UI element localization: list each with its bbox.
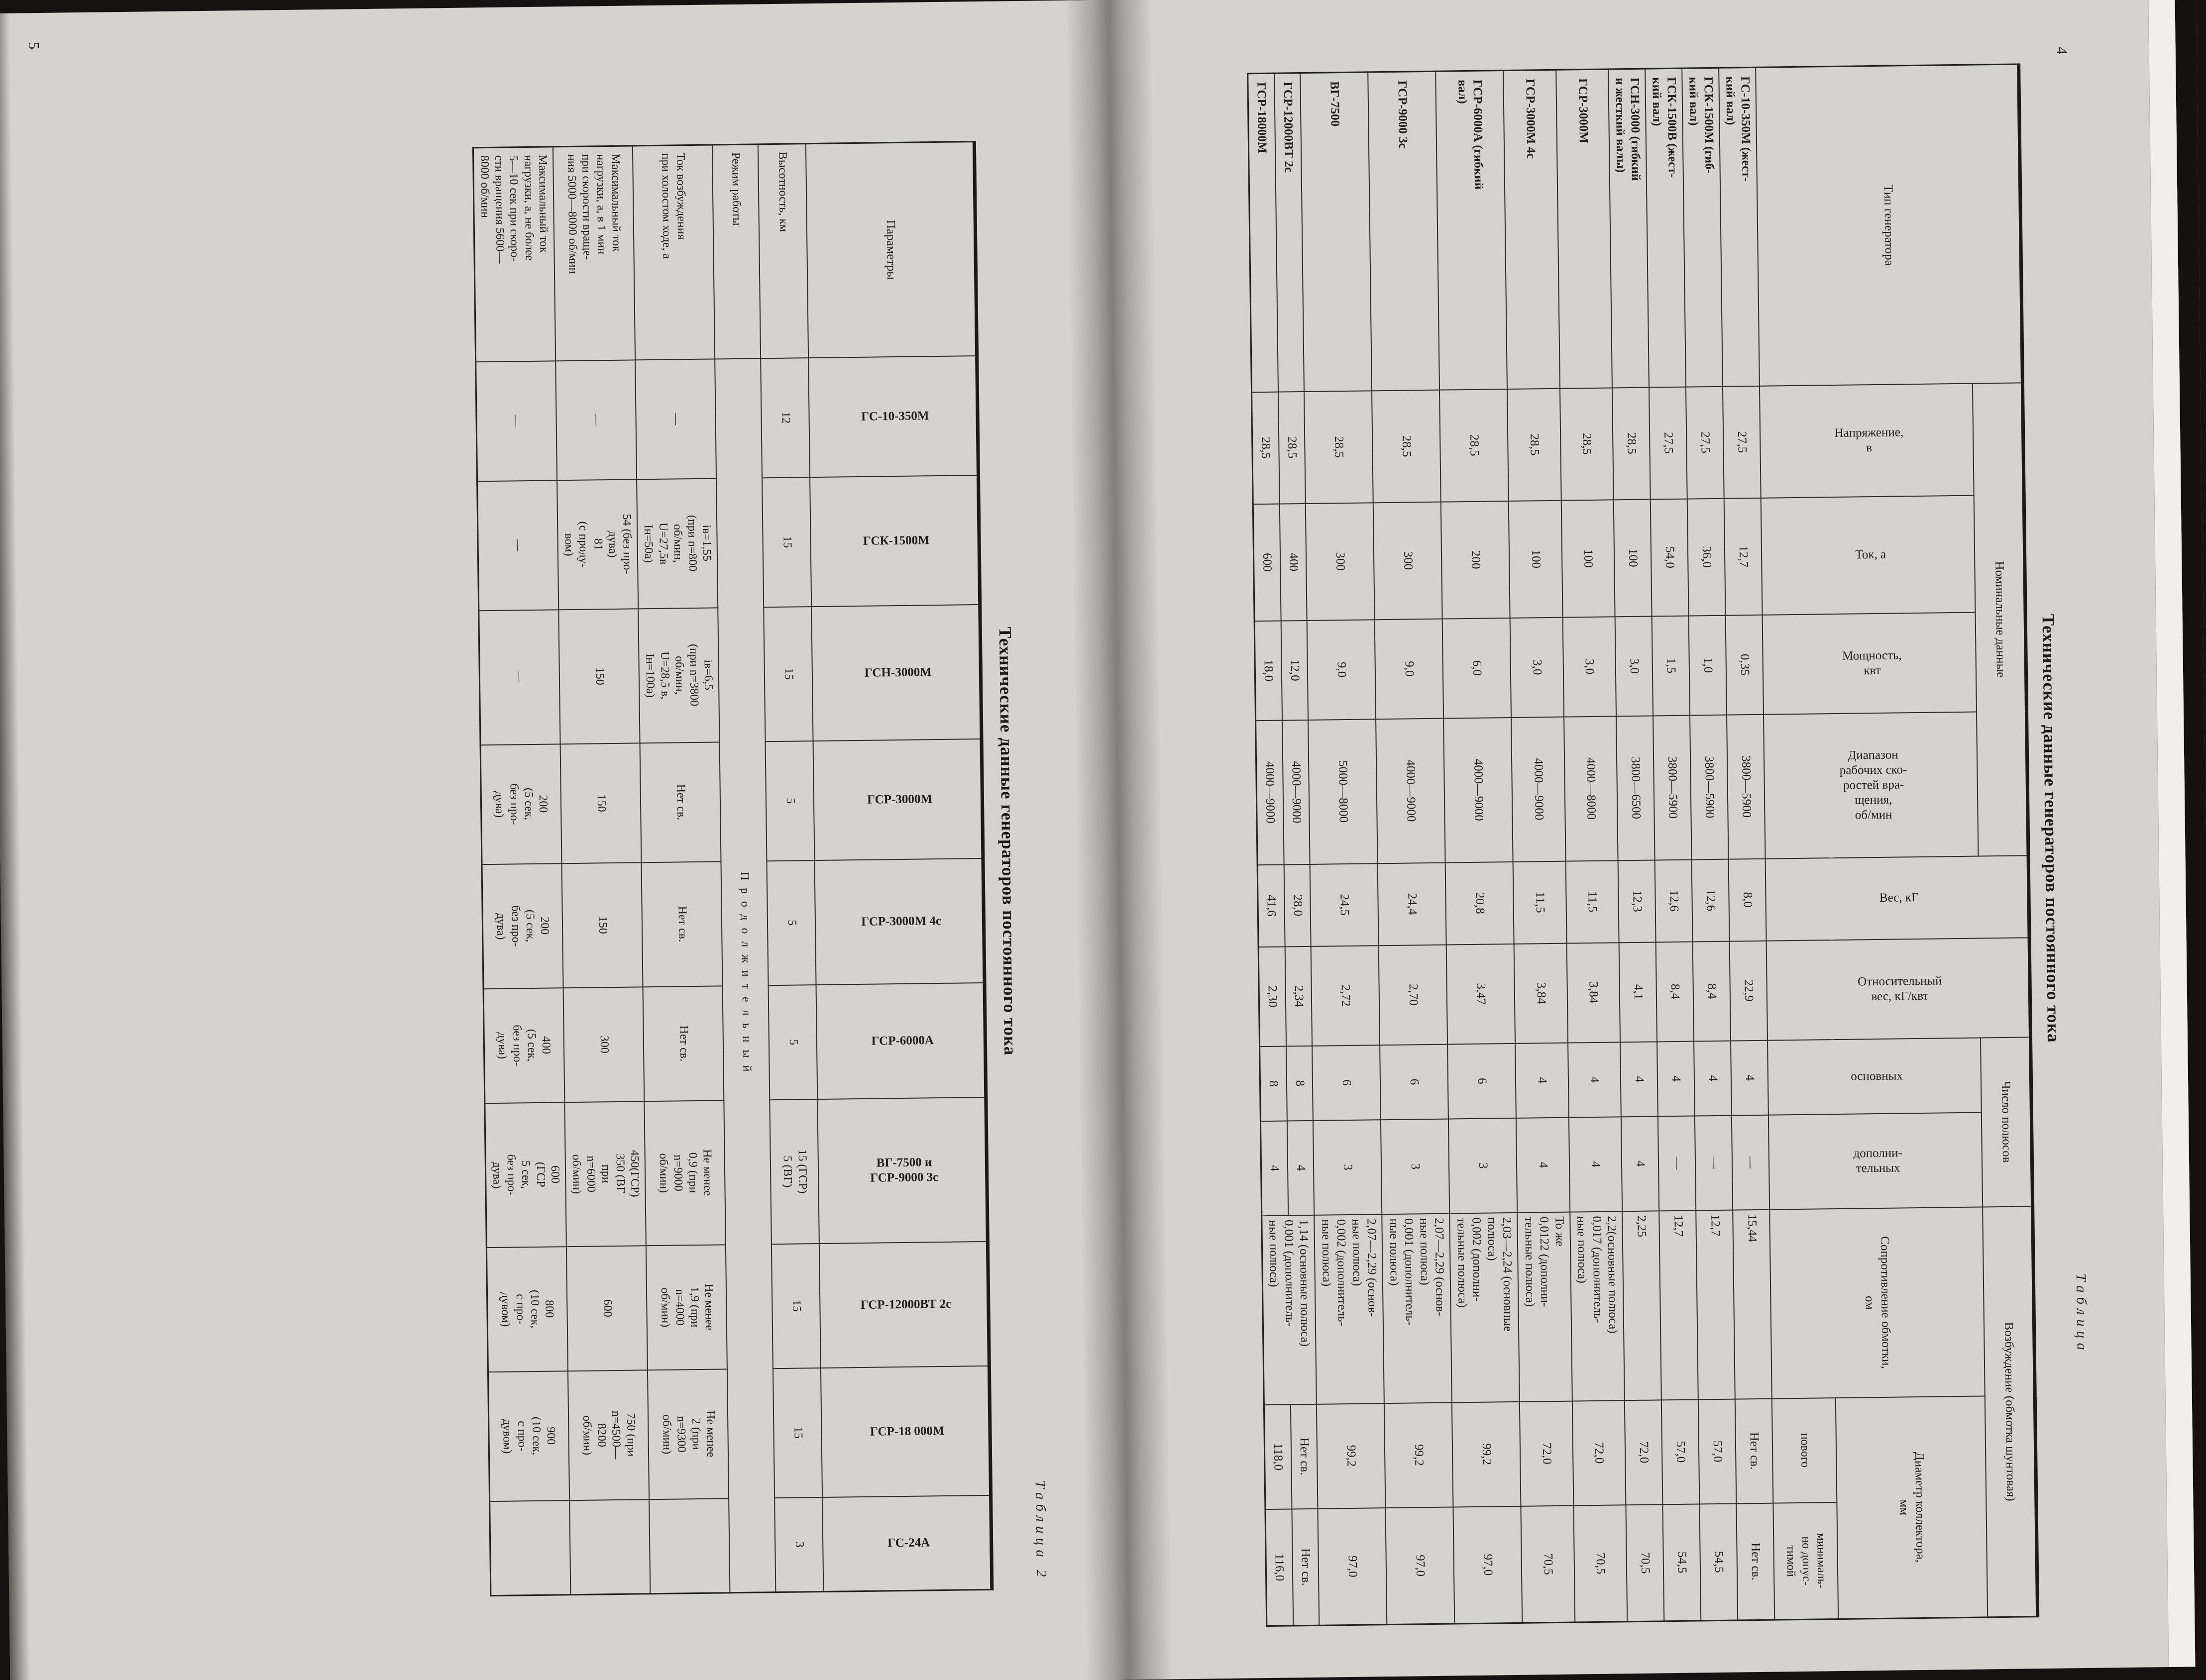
table-cell: 27,5 [1723, 386, 1761, 498]
table-cell: 100 [1509, 500, 1562, 618]
table-cell: 8 [1286, 1046, 1314, 1121]
table-cell: 72,0 [1520, 1401, 1573, 1506]
table-cell: — [478, 610, 560, 745]
table-cell: 8,4 [1656, 942, 1694, 1042]
resistance-cell: 1,14 (основные полюса) 0,001 (дополнитель- ные полюса) [1262, 1215, 1317, 1404]
table-cell: 200 (5 сек, без про- дува) [480, 744, 562, 864]
table-cell: 3 [1381, 1119, 1449, 1214]
table-cell: 72,0 [1625, 1400, 1663, 1505]
table-cell: 6 [1380, 1044, 1449, 1120]
table-cell: 4000—8000 [1564, 716, 1618, 861]
table-cell: 1,0 [1689, 615, 1727, 715]
resistance-cell: То же 0,0122 (дополни- тельные полюса) [1518, 1212, 1572, 1401]
column-header: ГС-10-350М [809, 356, 979, 477]
table-cell: 300 [1373, 502, 1442, 620]
table-cell: 28,5 [1507, 388, 1561, 501]
generator-name: ГСР-18000М [1248, 73, 1278, 392]
table-cell: 41,6 [1257, 864, 1285, 947]
column-header: нового [1772, 1398, 1837, 1503]
table-cell: 118,0 [1264, 1404, 1292, 1509]
table-cell: 3,84 [1514, 943, 1568, 1043]
table-cell: 600 [566, 1246, 648, 1371]
generator-name: ГСН-3000 (гибкий и жесткий валы) [1609, 69, 1650, 388]
table-cell: — [477, 480, 558, 611]
table-cell: 57,0 [1698, 1399, 1737, 1504]
table-cell: 9,0 [1375, 619, 1443, 719]
table-cell: 3800—5900 [1654, 715, 1692, 860]
table-cell: 4 [1621, 1116, 1659, 1211]
table-cell: 4 [1287, 1120, 1315, 1215]
page-4 [1150, 0, 2168, 1679]
generator-name: ГС-10-350М (жест- кий вал) [1719, 67, 1760, 386]
table-cell: 12 [761, 358, 810, 478]
generator-name: ГСК-1500В (жест- кий вал) [1646, 68, 1686, 387]
table-cell: 28,5 [1439, 389, 1509, 502]
table-cell: 2,70 [1379, 945, 1447, 1045]
resistance-cell: 2,2(основные полюса) 0,017 (дополнитель- ные полюса) [1570, 1211, 1625, 1401]
generator-name: ВГ-7500 [1301, 72, 1372, 392]
table-cell: 24,5 [1310, 863, 1379, 946]
table-cell: Нет св. [643, 986, 724, 1101]
table-cell: 600 [1253, 504, 1281, 621]
table-cell: 99,2 [1384, 1402, 1453, 1508]
table-cell: 12,3 [1618, 860, 1656, 943]
table-cell: 4,1 [1619, 942, 1657, 1042]
table-cell: 750 (при n=4500— 8200 об/мин) [568, 1370, 649, 1500]
table-cell: 150 [561, 862, 643, 988]
generator-name: ГСР-9000 3с [1368, 71, 1440, 391]
table-cell: Не менее 1,9 (при n=4000 об/мин) [646, 1245, 727, 1370]
column-header: ГС-24А [823, 1495, 992, 1591]
table-cell: 3 [1313, 1120, 1382, 1215]
table-cell: 11,5 [1566, 860, 1620, 943]
table-cell: 4000—9000 [1376, 718, 1446, 863]
table-cell: 4 [1516, 1043, 1569, 1118]
table-cell: 5 [767, 860, 816, 985]
column-header: основных [1768, 1038, 1982, 1115]
table-cell: 5000—8000 [1309, 719, 1378, 864]
column-header: Относительный вес, кГ/квт [1766, 938, 2030, 1040]
table-cell: 15 [764, 607, 813, 741]
table-cell: 4000—9000 [1444, 717, 1514, 862]
generator-name: ГСР-12000ВТ 2с [1274, 73, 1305, 392]
table-cell: 8,0 [1729, 858, 1766, 941]
table-cell: Нет св. [642, 861, 723, 987]
table-cell: 28,5 [1612, 387, 1651, 500]
column-header: ГСР-18 000М [821, 1365, 991, 1497]
table-cell: 4 [1569, 1117, 1623, 1212]
column-header: Тип генератора [1756, 64, 2023, 386]
table-cell: 400 (5 сек, без про- дува) [483, 988, 565, 1103]
table-cell: 4 [1621, 1042, 1658, 1117]
table-cell: 8 [1260, 1046, 1287, 1121]
table-cell: — [635, 359, 716, 479]
resistance-cell: 2,25 [1623, 1211, 1662, 1400]
table-cell: 116,0 [1265, 1509, 1293, 1626]
column-header: ГСК-1500М [810, 475, 980, 607]
resistance-cell: 12,7 [1696, 1210, 1736, 1399]
column-header: ГСН-3000М [812, 604, 982, 740]
table-cell: 97,0 [1453, 1506, 1523, 1624]
page-5 [10, 0, 1088, 1680]
column-header: Напряжение, в [1760, 383, 1974, 498]
table-cell: 100 [1561, 500, 1615, 617]
table-cell: 4000—9000 [1256, 720, 1284, 865]
table-cell: 6,0 [1442, 618, 1511, 718]
table-cell: 400 [1280, 503, 1308, 621]
column-header: Возбуждение (обмотка шунтовая) [1983, 1206, 2038, 1617]
column-header: ГСР-3000М [813, 738, 983, 860]
table-cell: 3,84 [1567, 943, 1621, 1043]
table-cell: 2,72 [1311, 945, 1380, 1046]
table-cell: 12,6 [1692, 859, 1730, 942]
table-cell: 1,5 [1652, 616, 1690, 716]
table-cell: 28,5 [1278, 391, 1306, 504]
resistance-cell: 2,03—2,24 (основные полюса) 0,002 (дополни- тельные полюса) [1450, 1212, 1520, 1402]
table-cell: 15 [772, 1244, 821, 1368]
generator-name: ГСР-6000А (гибкий вал) [1436, 71, 1508, 390]
page-number: 5 [25, 41, 42, 50]
table-cell: 3,0 [1615, 616, 1653, 716]
column-header: дополни- тельных [1768, 1112, 1983, 1209]
generator-name: ГСК-1500М (гиб- кий вал) [1682, 68, 1723, 387]
resistance-cell: 2,07—2,29 (основ- ные полюса) 0,002 (дополнитель- ные полюса) [1315, 1214, 1385, 1404]
column-header: Номинальные данные [1973, 383, 2028, 856]
parameter-label: Высотность, км [758, 144, 808, 358]
table-cell: 57,0 [1661, 1399, 1700, 1504]
table-cell: 54,0 [1651, 499, 1689, 616]
table-cell: 15 (ГСР) 5 (ВГ) [770, 1099, 820, 1244]
column-header: Мощность, квт [1763, 612, 1977, 714]
table-cell: Нет св. [640, 742, 721, 862]
table-cell: 4000—9000 [1282, 720, 1310, 864]
table-cell: 3800—6500 [1617, 716, 1655, 860]
table-cell: 70,5 [1521, 1505, 1575, 1623]
column-header: ВГ-7500 и ГСР-9000 3с [818, 1097, 988, 1243]
table-cell: 9,0 [1307, 620, 1376, 720]
table-cell: 27,5 [1649, 387, 1687, 499]
table-cell: 2,30 [1258, 946, 1286, 1047]
page-title: Технические данные генераторов постоянного тока [995, 627, 1020, 1056]
table-cell: — [1732, 1115, 1769, 1210]
table-cell: 54 (без про- дува) 81 (с проду- вом) [557, 479, 638, 610]
table-cell: — [1695, 1115, 1733, 1210]
table-cell: 28,0 [1284, 864, 1311, 946]
table-cell: 150 [560, 743, 641, 863]
table-cell: 4 [1657, 1041, 1695, 1116]
table-cell: 8,4 [1693, 941, 1731, 1041]
table-cell: iв=6,5 (при n=3800 об/мин, U=28,5 в, Iн=100а) [638, 608, 720, 743]
table-cell: Не менее 0,9 (при n=9000 об/мин) [645, 1100, 726, 1246]
table-cell: iв=1,55 (при n=800 об/мин, U=27,5в Iн=50а) [637, 478, 718, 609]
table-cell: 4000—9000 [1512, 717, 1566, 861]
table-cell: 70,5 [1573, 1505, 1627, 1622]
generators-table-1 [1247, 63, 2039, 1627]
table-cell: 3 [775, 1497, 824, 1592]
table-cell: 4 [1516, 1117, 1570, 1212]
parameter-label: Максимальный ток нагрузки, а, не более 5—10 сек при скоро- сти вращения 5600— 8000 об/мин [473, 147, 555, 362]
column-header: Вес, кГ [1765, 855, 2029, 941]
table-cell: 72,0 [1572, 1400, 1626, 1505]
table-label: Таблица [2073, 1273, 2090, 1355]
table-cell: 200 [1441, 501, 1510, 619]
generators-table-2 [472, 141, 993, 1596]
table-cell [489, 1500, 570, 1596]
resistance-cell: 12,7 [1659, 1210, 1699, 1400]
table-cell: 12,6 [1655, 859, 1693, 942]
parameter-label: Максимальный ток нагрузки, а, в 1 мин при скорости враще- ния 5000—8000 об/мин [553, 146, 636, 361]
table-cell: 54,5 [1663, 1504, 1701, 1621]
table-cell: 200 (5 сек, без про- дува) [482, 863, 563, 989]
page-title: Технические данные генераторов постоянного тока [2038, 614, 2064, 1043]
table-cell: 18,0 [1254, 621, 1282, 721]
resistance-cell: 15,44 [1733, 1209, 1772, 1399]
table-cell: 15 [773, 1368, 822, 1498]
header-row [806, 142, 992, 1592]
table-cell: 2,34 [1285, 946, 1312, 1046]
table-cell: — [555, 360, 637, 480]
column-header: Число полюсов [1981, 1037, 2032, 1207]
table-cell: Нет св. [1737, 1503, 1775, 1620]
table-cell: 27,5 [1686, 386, 1724, 499]
column-header: минималь- но допус- тимой [1773, 1502, 1839, 1620]
page-number: 4 [2053, 47, 2070, 55]
parameter-label: Ток возбуждения при холостом ходе, а [633, 145, 715, 360]
table-cell: 900 (10 сек, с про- дувом) [488, 1371, 569, 1501]
table-cell [569, 1499, 651, 1595]
table-cell: 4 [1260, 1121, 1288, 1216]
table-cell: 28,5 [1560, 388, 1614, 500]
column-header: Диапазон рабочих ско- ростей вра- щения, об/мин [1764, 712, 1979, 858]
table-cell: Нет св. [1735, 1398, 1773, 1503]
table-cell: 4 [1731, 1040, 1769, 1115]
table-cell: 70,5 [1626, 1504, 1664, 1622]
table-cell: — [1658, 1116, 1696, 1211]
table-cell: 800 (10 сек, с про- дувом) [486, 1247, 568, 1372]
column-header: ГСР-6000А [816, 982, 986, 1099]
table-cell: 150 [558, 609, 640, 744]
table-cell: 28,5 [1372, 390, 1441, 503]
rezhim-value: Продолжительный [715, 358, 776, 1593]
table-cell: 99,2 [1317, 1403, 1386, 1509]
table-cell: 3,0 [1563, 617, 1617, 717]
table-cell: Не менее 2 (при n=9300 об/мин) [648, 1369, 729, 1499]
table-cell [649, 1498, 730, 1594]
table-cell: Нет св. [1292, 1508, 1320, 1626]
table-cell: 28,5 [1252, 392, 1280, 504]
table-cell: 28,5 [1305, 391, 1374, 504]
table-cell: 300 [563, 987, 644, 1102]
table-cell: 300 [1306, 503, 1375, 621]
table-cell: Нет св. [1291, 1404, 1318, 1509]
table-cell: 97,0 [1386, 1507, 1455, 1625]
table-cell: 3 [1448, 1118, 1517, 1213]
table-cell: 3,47 [1446, 944, 1515, 1044]
generator-name: ГСР-3000М 4с [1504, 70, 1560, 389]
table-cell: 97,0 [1318, 1508, 1387, 1626]
table-cell: 5 [769, 985, 818, 1100]
table-cell: 11,5 [1513, 861, 1567, 944]
table-label: Таблица 2 [1032, 1480, 1050, 1581]
table-cell: 0,35 [1726, 615, 1764, 715]
column-header: ГСР-3000М 4с [815, 858, 985, 984]
table-cell: 15 [763, 477, 812, 607]
table-cell: 3800—5900 [1690, 715, 1729, 859]
table-cell: 4 [1694, 1041, 1732, 1116]
column-header: Диаметр коллектора, мм [1836, 1396, 1987, 1619]
table-cell: 54,5 [1700, 1503, 1738, 1621]
resistance-cell: 2,07—2,29 (основ- ные полюса) 0,001 (дополнитель- ные полюса) [1382, 1213, 1452, 1403]
column-header: Сопротивление обмотки, ом [1770, 1207, 1985, 1398]
table-cell: 99,2 [1452, 1401, 1521, 1507]
table-cell: 12,7 [1724, 498, 1763, 615]
table-cell: 100 [1614, 499, 1652, 617]
table-cell: 24,4 [1378, 862, 1446, 945]
table-cell: 6 [1448, 1043, 1517, 1119]
table-cell: 450(ГСР) 350 (ВГ при n=6000 об/мин) [564, 1101, 646, 1247]
column-header: ГСР-12000ВТ 2с [819, 1241, 989, 1367]
column-header: Ток, а [1761, 495, 1976, 615]
parameter-label: Режим работы [712, 144, 761, 359]
table-cell: 22,9 [1730, 941, 1767, 1041]
table-cell: 5 [766, 741, 815, 861]
table-cell: 12,0 [1281, 620, 1308, 720]
table-cell: 3,0 [1510, 617, 1564, 717]
table-cell: 4 [1568, 1042, 1621, 1117]
table-cell: 3800—5900 [1727, 714, 1766, 859]
table-cell: 600 (ГСР 5 сек, без про- дува) [484, 1102, 566, 1248]
table-cell: 6 [1313, 1045, 1381, 1121]
column-header: Параметры [806, 142, 977, 358]
generator-name: ГСР-3000М [1556, 69, 1612, 388]
table-cell: 36,0 [1687, 498, 1726, 616]
table-cell: — [475, 361, 557, 481]
table-cell: 20,8 [1445, 861, 1514, 945]
